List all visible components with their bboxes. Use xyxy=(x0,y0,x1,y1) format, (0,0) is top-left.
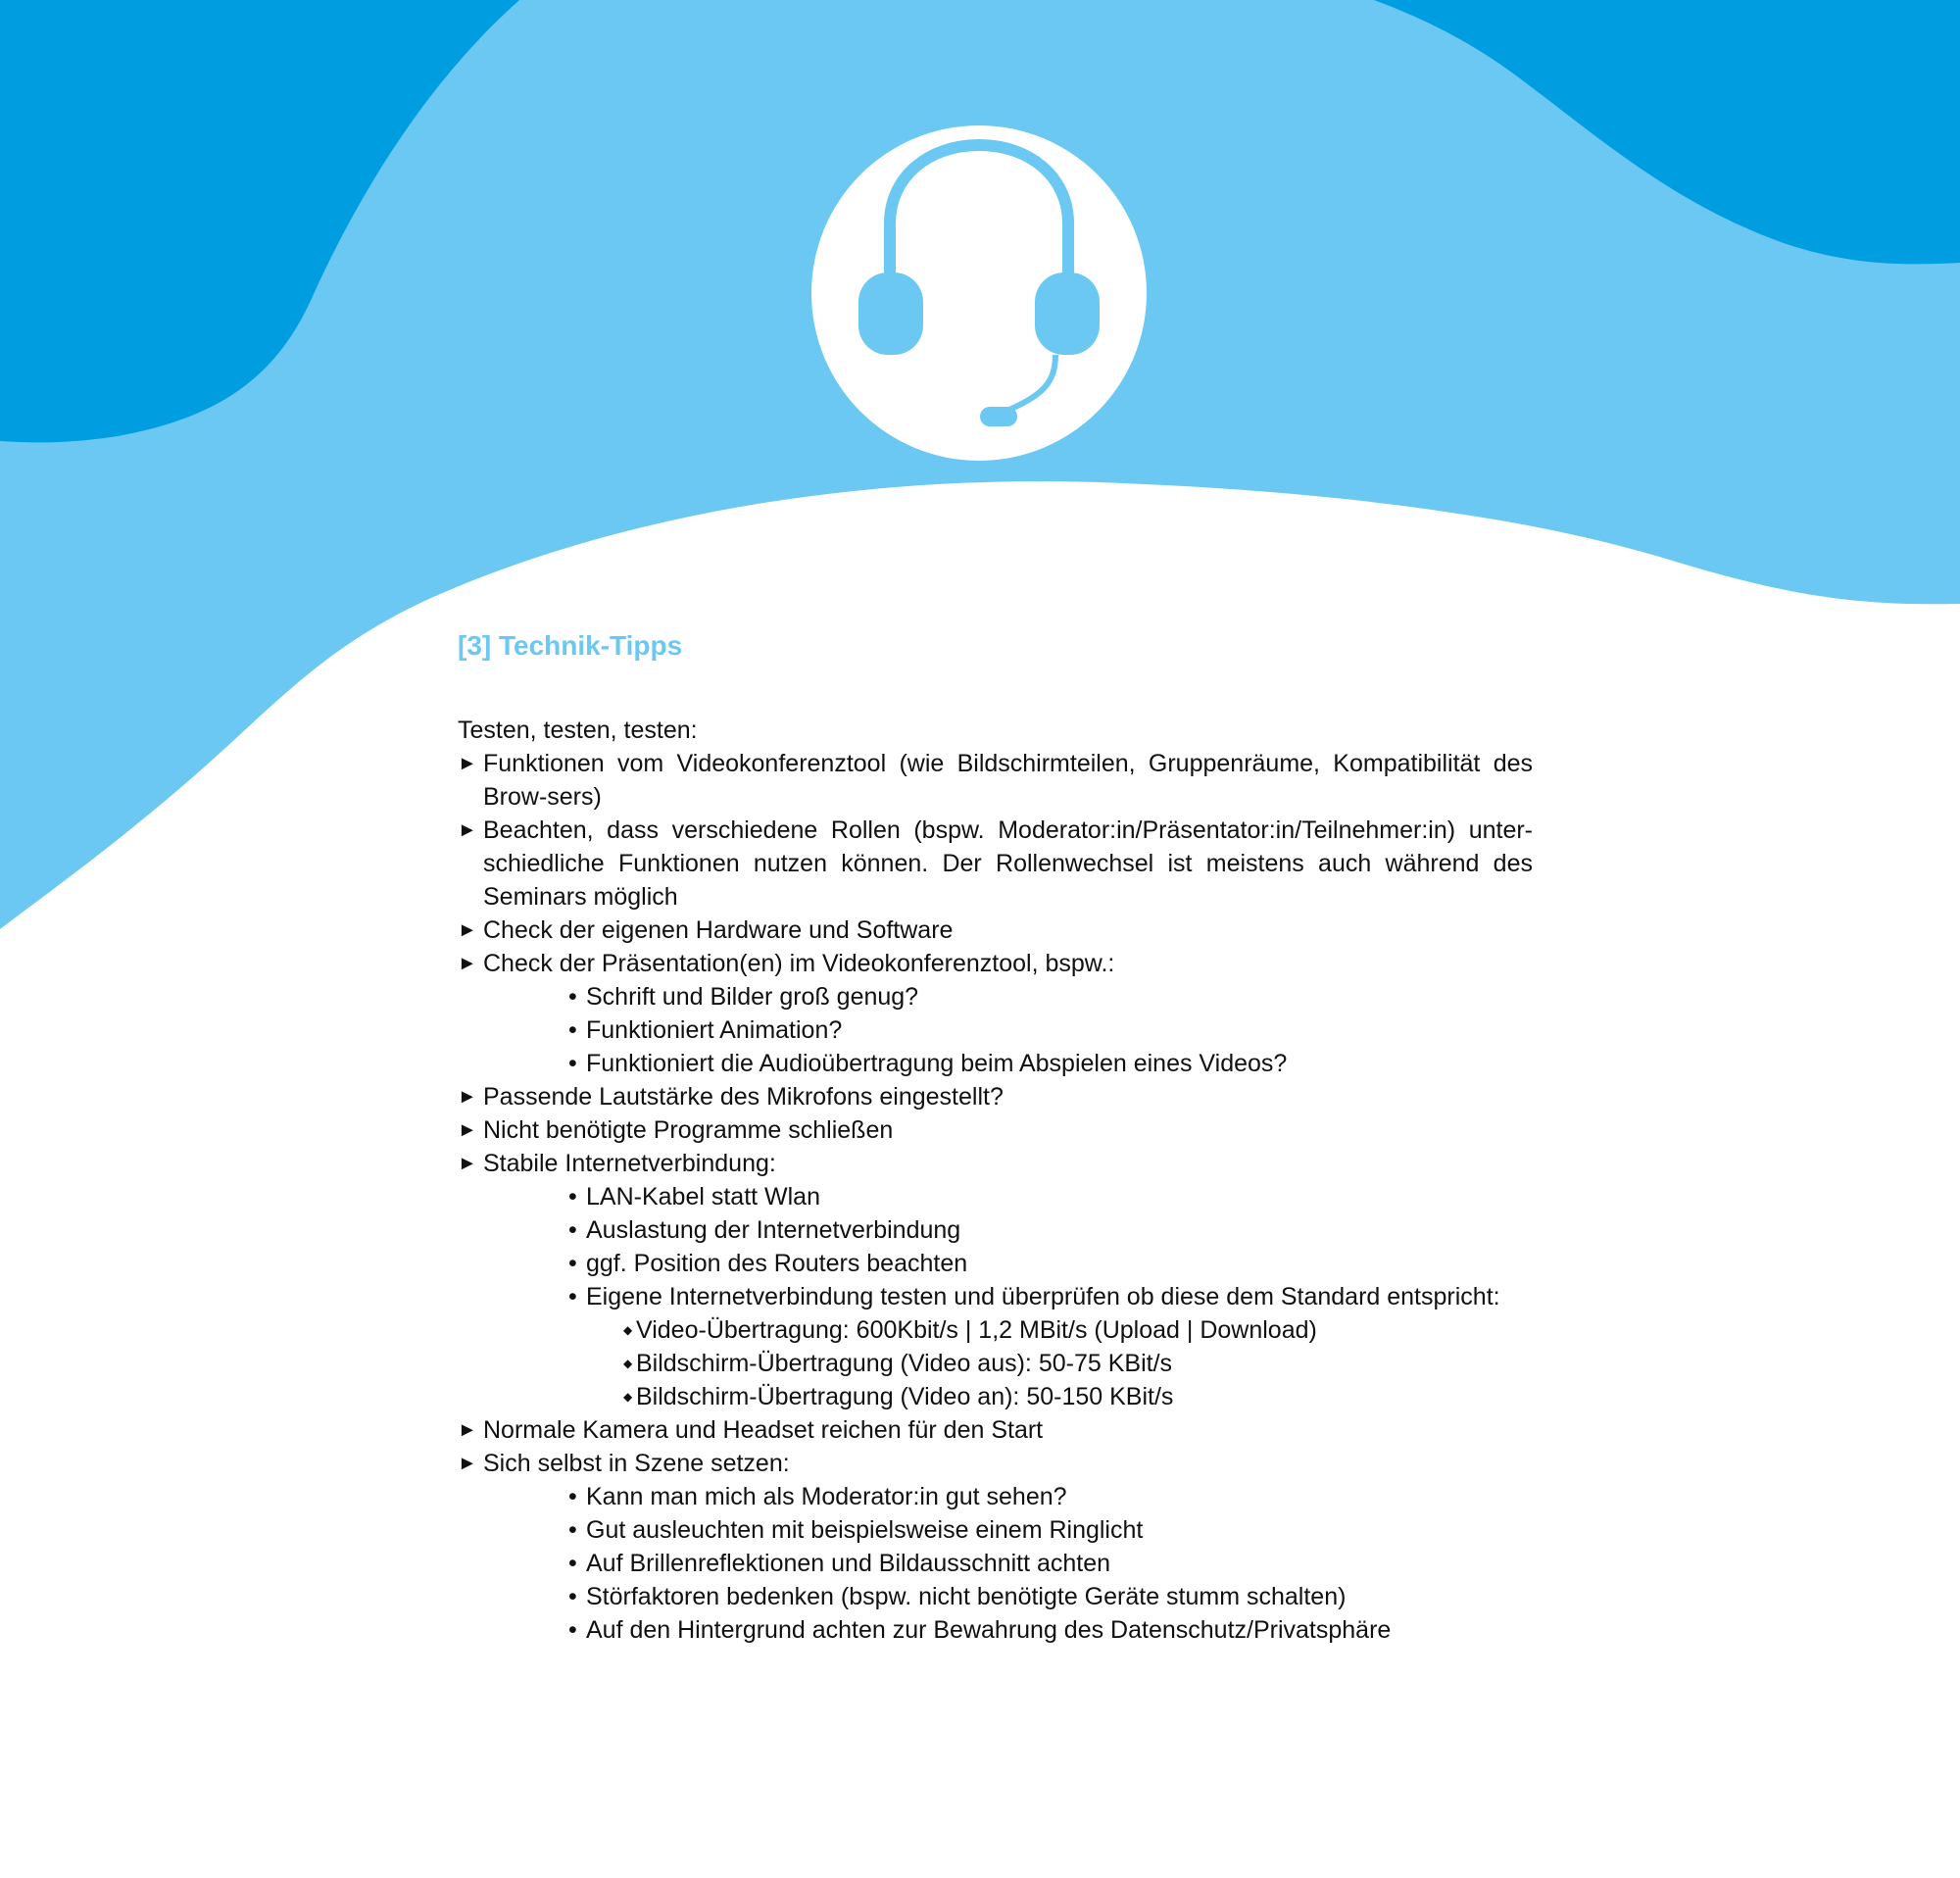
diamond-marker: ◆ xyxy=(623,1323,633,1337)
item-text: Funktioniert Animation? xyxy=(586,1016,843,1044)
item-text: Normale Kamera und Headset reichen für den Start xyxy=(483,1416,1044,1444)
tip-item xyxy=(458,747,1533,814)
item-text: LAN-Kabel statt Wlan xyxy=(586,1183,820,1211)
intro-line: Testen, testen, testen: xyxy=(458,717,698,744)
diamond-marker: ◆ xyxy=(623,1390,633,1404)
item-text: Stabile Internetverbindung: xyxy=(483,1150,776,1177)
item-text: Störfaktoren bedenken (bspw. nicht benötigte Geräte stumm schalten) xyxy=(586,1583,1347,1610)
item-text: ggf. Position des Routers beachten xyxy=(586,1250,968,1277)
tip-item xyxy=(458,1447,1533,1480)
bullet-marker: • xyxy=(568,1550,577,1577)
bullet-marker: • xyxy=(568,1283,577,1310)
bullet-marker: • xyxy=(568,1183,577,1211)
bullet-marker: • xyxy=(568,1050,577,1077)
arrow-marker: ► xyxy=(458,1419,477,1441)
tip-item xyxy=(458,1147,1533,1180)
arrow-marker: ► xyxy=(458,1086,477,1108)
bullet-marker: • xyxy=(568,1616,577,1644)
tip-subitem xyxy=(458,1513,1533,1547)
tip-subitem xyxy=(458,1480,1533,1513)
arrow-marker: ► xyxy=(458,753,477,774)
tip-subsubitem xyxy=(458,1313,1533,1347)
item-text: Beachten, dass verschiedene Rollen (bspw. Moderator:in/Präsentator:in/Teilnehmer:in) unter-schiedliche Funktionen nutzen können. Der Rollenwechsel ist meistens auch während des Seminars möglich xyxy=(483,816,1533,911)
arrow-marker: ► xyxy=(458,1119,477,1141)
arrow-marker: ► xyxy=(458,953,477,974)
diamond-marker: ◆ xyxy=(623,1357,633,1370)
tip-item xyxy=(458,1113,1533,1147)
item-text: Nicht benötigte Programme schließen xyxy=(483,1116,894,1144)
tip-item xyxy=(458,1080,1533,1113)
item-text: Gut ausleuchten mit beispielsweise einem Ringlicht xyxy=(586,1516,1144,1544)
item-text: Passende Lautstärke des Mikrofons eingestellt? xyxy=(483,1083,1004,1111)
item-text: Auf Brillenreflektionen und Bildausschnitt achten xyxy=(586,1550,1111,1577)
headset-icon xyxy=(811,125,1147,461)
bullet-marker: • xyxy=(568,1483,577,1510)
tip-subitem xyxy=(458,1613,1533,1647)
tip-subitem xyxy=(458,1213,1533,1247)
bullet-marker: • xyxy=(568,1516,577,1544)
bullet-marker: • xyxy=(568,1583,577,1610)
tip-subitem xyxy=(458,1013,1533,1047)
arrow-marker: ► xyxy=(458,1153,477,1174)
tip-subitem xyxy=(458,1047,1533,1080)
item-text: Sich selbst in Szene setzen: xyxy=(483,1450,790,1477)
item-text: Auf den Hintergrund achten zur Bewahrung des Datenschutz/Privatsphäre xyxy=(586,1616,1392,1644)
tip-item xyxy=(458,914,1533,947)
item-text: Video-Übertragung: 600Kbit/s | 1,2 MBit/s (Upload | Download) xyxy=(636,1316,1317,1344)
item-text: Auslastung der Internetverbindung xyxy=(586,1216,961,1244)
tip-subitem xyxy=(458,1547,1533,1580)
tip-subsubitem xyxy=(458,1380,1533,1413)
item-text: Kann man mich als Moderator:in gut sehen? xyxy=(586,1483,1067,1510)
item-text: Check der eigenen Hardware und Software xyxy=(483,916,954,944)
item-text: Schrift und Bilder groß genug? xyxy=(586,983,919,1011)
tips-content xyxy=(458,629,1533,1647)
tip-subitem xyxy=(458,1247,1533,1280)
item-text: Bildschirm-Übertragung (Video an): 50-150 KBit/s xyxy=(636,1383,1174,1410)
tip-subsubitem xyxy=(458,1347,1533,1380)
arrow-marker: ► xyxy=(458,819,477,841)
tip-item xyxy=(458,947,1533,980)
item-text: Funktioniert die Audioübertragung beim Abspielen eines Videos? xyxy=(586,1050,1288,1077)
tip-item xyxy=(458,814,1533,914)
bullet-marker: • xyxy=(568,1216,577,1244)
arrow-marker: ► xyxy=(458,1453,477,1474)
bullet-marker: • xyxy=(568,1016,577,1044)
tip-subitem xyxy=(458,1180,1533,1213)
section-heading: [3] Technik-Tipps xyxy=(458,630,683,661)
item-text: Eigene Internetverbindung testen und überprüfen ob diese dem Standard entspricht: xyxy=(586,1283,1500,1310)
bullet-marker: • xyxy=(568,983,577,1011)
bullet-marker: • xyxy=(568,1250,577,1277)
tip-subitem xyxy=(458,1580,1533,1613)
tips-list xyxy=(458,747,1533,1647)
arrow-marker: ► xyxy=(458,919,477,941)
tip-subitem xyxy=(458,980,1533,1013)
item-text: Funktionen vom Videokonferenztool (wie Bildschirmteilen, Gruppenräume, Kompatibilität des Brow-sers) xyxy=(483,750,1533,811)
tip-item xyxy=(458,1413,1533,1447)
item-text: Bildschirm-Übertragung (Video aus): 50-75 KBit/s xyxy=(636,1350,1173,1377)
item-text: Check der Präsentation(en) im Videokonferenztool, bspw.: xyxy=(483,950,1115,977)
tip-subitem xyxy=(458,1280,1533,1313)
